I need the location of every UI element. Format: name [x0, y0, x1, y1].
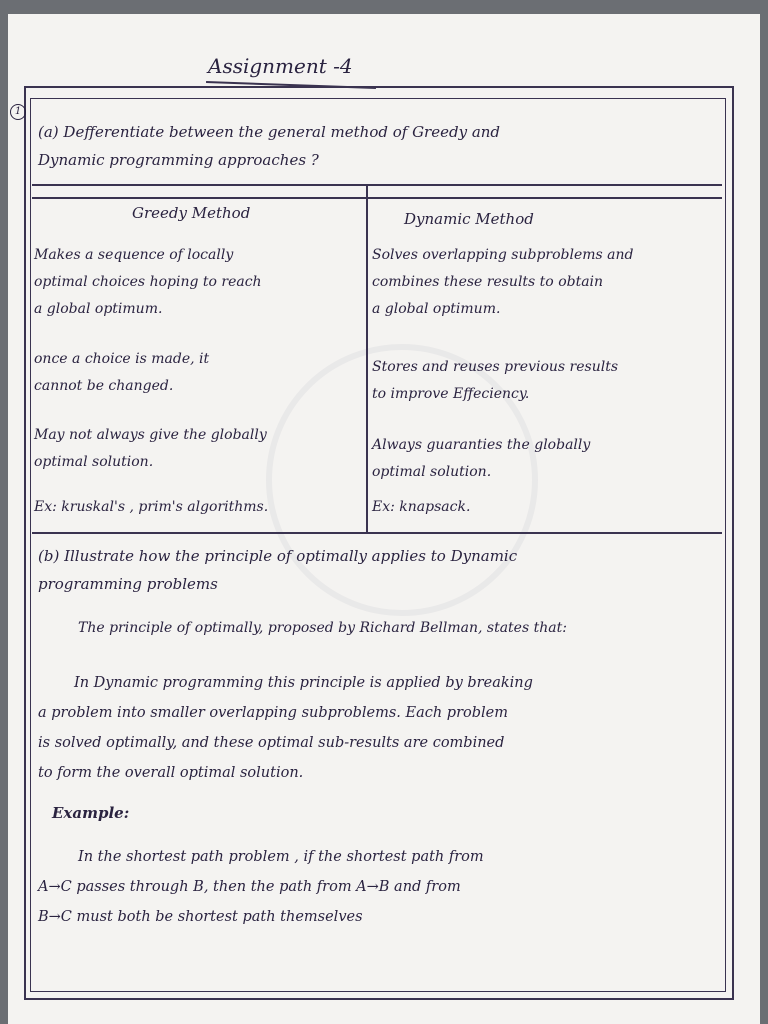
- greedy-line: optimal choices hoping to reach: [34, 274, 262, 290]
- greedy-line: May not always give the globally: [34, 427, 267, 443]
- question-number-marker: 1: [10, 104, 26, 120]
- example-line: B→C must both be shortest path themselves: [38, 909, 363, 925]
- dynamic-line: a global optimum.: [372, 301, 501, 317]
- answer-b-paragraph: [38, 668, 533, 788]
- dynamic-line: to improve Effeciency.: [372, 386, 530, 402]
- example-text: [38, 842, 484, 932]
- notebook-page: [8, 14, 760, 1024]
- question-b: [38, 542, 517, 598]
- question-b-line: (b) Illustrate how the principle of optimally applies to Dynamic: [38, 547, 518, 565]
- table-top-rule-2: [32, 197, 722, 199]
- paragraph-line: is solved optimally, and these optimal sub-results are combined: [38, 735, 505, 751]
- table-column-divider: [366, 186, 368, 534]
- example-line: In the shortest path problem , if the shortest path from: [78, 849, 484, 865]
- dynamic-cell: [372, 494, 470, 521]
- dynamic-cell: [372, 354, 618, 408]
- dynamic-line: Always guaranties the globally: [372, 437, 591, 453]
- dynamic-cell: [372, 242, 634, 323]
- greedy-line: optimal solution.: [34, 454, 154, 470]
- table-top-rule: [32, 184, 722, 186]
- greedy-cell: [34, 346, 209, 400]
- example-line: A→C passes through B, then the path from A→B and from: [38, 879, 461, 895]
- paragraph-line: a problem into smaller overlapping subproblems. Each problem: [38, 705, 508, 721]
- greedy-cell: [34, 422, 267, 476]
- dynamic-line: combines these results to obtain: [372, 274, 604, 290]
- question-b-line: programming problems: [38, 575, 218, 593]
- greedy-line: once a choice is made, it: [34, 351, 210, 367]
- answer-b-intro: The principle of optimally, proposed by Richard Bellman, states that:: [78, 620, 567, 636]
- greedy-cell: [34, 242, 262, 323]
- dynamic-line: Ex: knapsack.: [372, 499, 471, 515]
- greedy-line: a global optimum.: [34, 301, 163, 317]
- assignment-title: Assignment -4: [208, 54, 353, 78]
- greedy-method-header: Greedy Method: [132, 204, 251, 222]
- dynamic-method-header: Dynamic Method: [404, 210, 534, 228]
- greedy-cell: [34, 494, 268, 521]
- paragraph-line: In Dynamic programming this principle is applied by breaking: [74, 675, 533, 691]
- paragraph-line: to form the overall optimal solution.: [38, 765, 304, 781]
- dynamic-cell: [372, 432, 590, 486]
- greedy-line: cannot be changed.: [34, 378, 174, 394]
- example-label: Example:: [52, 804, 130, 822]
- dynamic-line: Solves overlapping subproblems and: [372, 247, 634, 263]
- greedy-line: Makes a sequence of locally: [34, 247, 234, 263]
- dynamic-line: optimal solution.: [372, 464, 492, 480]
- question-a-line: Dynamic programming approaches ?: [38, 151, 319, 169]
- question-a: [38, 118, 500, 174]
- question-a-line: (a) Defferentiate between the general method of Greedy and: [38, 123, 501, 141]
- greedy-line: Ex: kruskal's , prim's algorithms.: [34, 499, 269, 515]
- dynamic-line: Stores and reuses previous results: [372, 359, 619, 375]
- table-bottom-rule: [32, 532, 722, 534]
